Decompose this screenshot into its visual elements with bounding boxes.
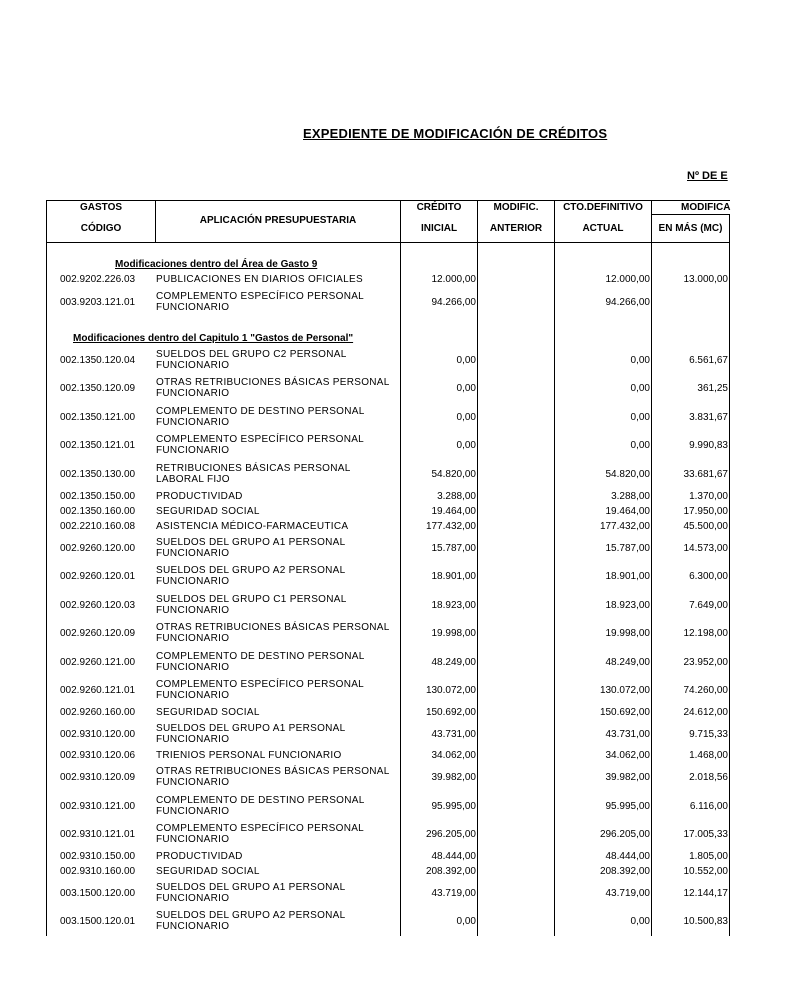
row-cto-definitivo: 43.731,00 <box>605 729 650 740</box>
row-description: SEGURIDAD SOCIAL <box>156 707 260 718</box>
row-cto-definitivo: 39.982,00 <box>605 772 650 783</box>
row-code: 002.9260.120.01 <box>60 571 136 582</box>
document-title: EXPEDIENTE DE MODIFICACIÓN DE CRÉDITOS <box>303 126 608 141</box>
row-modificacion-mas: 33.681,67 <box>683 469 728 480</box>
row-credito-inicial: 0,00 <box>456 412 476 423</box>
row-code: 002.9310.120.09 <box>60 772 136 783</box>
row-modificacion-mas: 10.500,83 <box>683 916 728 927</box>
row-modificacion-mas: 10.552,00 <box>683 866 728 877</box>
row-description: SUELDOS DEL GRUPO A2 PERSONAL FUNCIONARIO <box>156 565 346 587</box>
row-modificacion-mas: 45.500,00 <box>683 521 728 532</box>
row-modificacion-mas: 12.144,17 <box>683 888 728 899</box>
section-title: Modificaciones dentro del Capitulo 1 "Gastos de Personal" <box>73 333 354 344</box>
row-cto-definitivo: 18.923,00 <box>605 600 650 611</box>
row-credito-inicial: 0,00 <box>456 916 476 927</box>
row-code: 002.1350.120.04 <box>60 355 136 366</box>
row-description: SUELDOS DEL GRUPO A1 PERSONAL FUNCIONARIO <box>156 723 346 745</box>
row-description: SUELDOS DEL GRUPO C1 PERSONAL FUNCIONARIO <box>156 594 347 616</box>
col-border-inicial <box>477 200 478 936</box>
row-cto-definitivo: 18.901,00 <box>605 571 650 582</box>
row-credito-inicial: 43.719,00 <box>431 888 476 899</box>
row-description: OTRAS RETRIBUCIONES BÁSICAS PERSONAL FUNCIONARIO <box>156 766 390 788</box>
row-description: OTRAS RETRIBUCIONES BÁSICAS PERSONAL FUNCIONARIO <box>156 622 390 644</box>
row-code: 002.1350.121.01 <box>60 440 136 451</box>
row-modificacion-mas: 6.116,00 <box>689 801 728 812</box>
col-border-desc <box>400 200 401 936</box>
row-credito-inicial: 43.731,00 <box>431 729 476 740</box>
col-border-anterior <box>554 200 555 936</box>
row-description: COMPLEMENTO ESPECÍFICO PERSONAL FUNCIONARIO <box>156 291 364 313</box>
row-description: PRODUCTIVIDAD <box>156 491 243 502</box>
header-cto-definitivo: CTO.DEFINITIVO <box>563 202 643 213</box>
row-code: 002.1350.150.00 <box>60 491 136 502</box>
row-modificacion-mas: 6.561,67 <box>689 355 728 366</box>
row-description: TRIENIOS PERSONAL FUNCIONARIO <box>156 750 342 761</box>
row-description: COMPLEMENTO ESPECÍFICO PERSONAL FUNCIONARIO <box>156 823 364 845</box>
row-code: 002.9310.150.00 <box>60 851 136 862</box>
row-credito-inicial: 34.062,00 <box>431 750 476 761</box>
row-modificacion-mas: 12.198,00 <box>683 628 728 639</box>
row-description: OTRAS RETRIBUCIONES BÁSICAS PERSONAL FUNCIONARIO <box>156 377 390 399</box>
row-credito-inicial: 3.288,00 <box>437 491 476 502</box>
row-modificacion-mas: 7.649,00 <box>689 600 728 611</box>
row-cto-definitivo: 208.392,00 <box>599 866 650 877</box>
row-description: SUELDOS DEL GRUPO A1 PERSONAL FUNCIONARIO <box>156 882 346 904</box>
row-code: 002.2210.160.08 <box>60 521 136 532</box>
row-credito-inicial: 130.072,00 <box>425 685 476 696</box>
row-cto-definitivo: 12.000,00 <box>605 274 650 285</box>
row-description: COMPLEMENTO DE DESTINO PERSONAL FUNCIONARIO <box>156 406 365 428</box>
row-description: SUELDOS DEL GRUPO A2 PERSONAL FUNCIONARIO <box>156 910 346 932</box>
row-code: 002.1350.120.09 <box>60 383 136 394</box>
row-description: SUELDOS DEL GRUPO A1 PERSONAL FUNCIONARIO <box>156 537 346 559</box>
row-modificacion-mas: 17.005,33 <box>683 829 728 840</box>
row-cto-definitivo: 19.464,00 <box>605 506 650 517</box>
row-description: PUBLICACIONES EN DIARIOS OFICIALES <box>156 274 363 285</box>
row-description: COMPLEMENTO DE DESTINO PERSONAL FUNCIONARIO <box>156 651 365 673</box>
row-modificacion-mas: 1.370,00 <box>689 491 728 502</box>
header-aplicacion: APLICACIÓN PRESUPUESTARIA <box>199 215 357 226</box>
row-modificacion-mas: 24.612,00 <box>683 707 728 718</box>
row-modificacion-mas: 9.990,83 <box>689 440 728 451</box>
row-credito-inicial: 177.432,00 <box>425 521 476 532</box>
row-cto-definitivo: 34.062,00 <box>605 750 650 761</box>
row-code: 002.9260.160.00 <box>60 707 136 718</box>
row-code: 002.9310.160.00 <box>60 866 136 877</box>
row-credito-inicial: 296.205,00 <box>425 829 476 840</box>
row-cto-definitivo: 0,00 <box>630 916 650 927</box>
row-cto-definitivo: 130.072,00 <box>599 685 650 696</box>
header-anterior: ANTERIOR <box>489 223 543 234</box>
row-modificacion-mas: 23.952,00 <box>683 657 728 668</box>
row-credito-inicial: 19.998,00 <box>431 628 476 639</box>
row-credito-inicial: 94.266,00 <box>431 297 476 308</box>
row-cto-definitivo: 0,00 <box>630 383 650 394</box>
header-bottom-border <box>46 242 730 243</box>
table-top-border <box>46 200 730 201</box>
row-modificacion-mas: 3.831,67 <box>689 412 728 423</box>
modifica-subheader-border <box>652 214 730 215</box>
row-modificacion-mas: 361,25 <box>697 383 728 394</box>
col-border-mas <box>729 214 730 936</box>
header-gastos: GASTOS <box>79 202 123 213</box>
row-credito-inicial: 150.692,00 <box>425 707 476 718</box>
row-code: 002.9260.121.01 <box>60 685 136 696</box>
row-cto-definitivo: 177.432,00 <box>599 521 650 532</box>
row-modificacion-mas: 6.300,00 <box>689 571 728 582</box>
row-code: 002.9310.120.00 <box>60 729 136 740</box>
row-code: 002.1350.130.00 <box>60 469 136 480</box>
row-cto-definitivo: 48.249,00 <box>605 657 650 668</box>
row-modificacion-mas: 13.000,00 <box>683 274 728 285</box>
row-code: 002.1350.160.00 <box>60 506 136 517</box>
row-code: 002.9310.121.00 <box>60 801 136 812</box>
row-credito-inicial: 208.392,00 <box>425 866 476 877</box>
row-cto-definitivo: 94.266,00 <box>605 297 650 308</box>
row-description: RETRIBUCIONES BÁSICAS PERSONAL LABORAL FIJO <box>156 463 351 485</box>
row-cto-definitivo: 19.998,00 <box>605 628 650 639</box>
row-code: 002.9260.120.03 <box>60 600 136 611</box>
row-description: COMPLEMENTO DE DESTINO PERSONAL FUNCIONARIO <box>156 795 365 817</box>
row-credito-inicial: 18.901,00 <box>431 571 476 582</box>
row-code: 002.9310.120.06 <box>60 750 136 761</box>
row-modificacion-mas: 9.715,33 <box>689 729 728 740</box>
row-cto-definitivo: 150.692,00 <box>599 707 650 718</box>
row-modificacion-mas: 17.950,00 <box>683 506 728 517</box>
row-credito-inicial: 39.982,00 <box>431 772 476 783</box>
row-modificacion-mas: 1.468,00 <box>689 750 728 761</box>
row-modificacion-mas: 14.573,00 <box>683 543 728 554</box>
expediente-number-label: Nº DE E <box>687 170 728 182</box>
row-credito-inicial: 48.444,00 <box>431 851 476 862</box>
row-cto-definitivo: 15.787,00 <box>605 543 650 554</box>
row-code: 003.1500.120.01 <box>60 916 136 927</box>
row-modificacion-mas: 1.805,00 <box>689 851 728 862</box>
section-title: Modificaciones dentro del Área de Gasto 9 <box>115 259 318 270</box>
row-code: 002.9260.120.09 <box>60 628 136 639</box>
row-credito-inicial: 18.923,00 <box>431 600 476 611</box>
row-credito-inicial: 15.787,00 <box>431 543 476 554</box>
row-cto-definitivo: 296.205,00 <box>599 829 650 840</box>
row-description: COMPLEMENTO ESPECÍFICO PERSONAL FUNCIONARIO <box>156 434 364 456</box>
row-credito-inicial: 54.820,00 <box>431 469 476 480</box>
header-modifica: MODIFICA <box>681 202 731 213</box>
row-code: 002.9260.121.00 <box>60 657 136 668</box>
row-description: SEGURIDAD SOCIAL <box>156 506 260 517</box>
row-description: ASISTENCIA MÉDICO-FARMACEUTICA <box>156 521 349 532</box>
row-code: 002.1350.121.00 <box>60 412 136 423</box>
row-credito-inicial: 0,00 <box>456 383 476 394</box>
row-cto-definitivo: 95.995,00 <box>605 801 650 812</box>
row-credito-inicial: 95.995,00 <box>431 801 476 812</box>
row-cto-definitivo: 0,00 <box>630 412 650 423</box>
header-actual: ACTUAL <box>582 223 624 234</box>
row-credito-inicial: 0,00 <box>456 355 476 366</box>
row-modificacion-mas: 2.018,56 <box>689 772 728 783</box>
header-credito: CRÉDITO <box>416 202 462 213</box>
row-code: 002.9260.120.00 <box>60 543 136 554</box>
row-cto-definitivo: 3.288,00 <box>611 491 650 502</box>
row-description: SUELDOS DEL GRUPO C2 PERSONAL FUNCIONARIO <box>156 349 347 371</box>
row-description: COMPLEMENTO ESPECÍFICO PERSONAL FUNCIONARIO <box>156 679 364 701</box>
row-cto-definitivo: 54.820,00 <box>605 469 650 480</box>
row-modificacion-mas: 74.260,00 <box>683 685 728 696</box>
row-code: 003.9203.121.01 <box>60 297 136 308</box>
header-inicial: INICIAL <box>420 223 458 234</box>
header-codigo: CÓDIGO <box>80 223 122 234</box>
row-credito-inicial: 0,00 <box>456 440 476 451</box>
row-credito-inicial: 48.249,00 <box>431 657 476 668</box>
row-description: PRODUCTIVIDAD <box>156 851 243 862</box>
header-en-mas: EN MÁS (MC) <box>658 223 723 234</box>
row-credito-inicial: 19.464,00 <box>431 506 476 517</box>
col-border-left <box>46 200 47 936</box>
header-modific: MODIFIC. <box>493 202 539 213</box>
row-cto-definitivo: 43.719,00 <box>605 888 650 899</box>
row-description: SEGURIDAD SOCIAL <box>156 866 260 877</box>
row-code: 002.9202.226.03 <box>60 274 136 285</box>
row-cto-definitivo: 0,00 <box>630 440 650 451</box>
col-border-actual <box>651 200 652 936</box>
row-cto-definitivo: 0,00 <box>630 355 650 366</box>
row-cto-definitivo: 48.444,00 <box>605 851 650 862</box>
row-code: 002.9310.121.01 <box>60 829 136 840</box>
row-code: 003.1500.120.00 <box>60 888 136 899</box>
row-credito-inicial: 12.000,00 <box>431 274 476 285</box>
